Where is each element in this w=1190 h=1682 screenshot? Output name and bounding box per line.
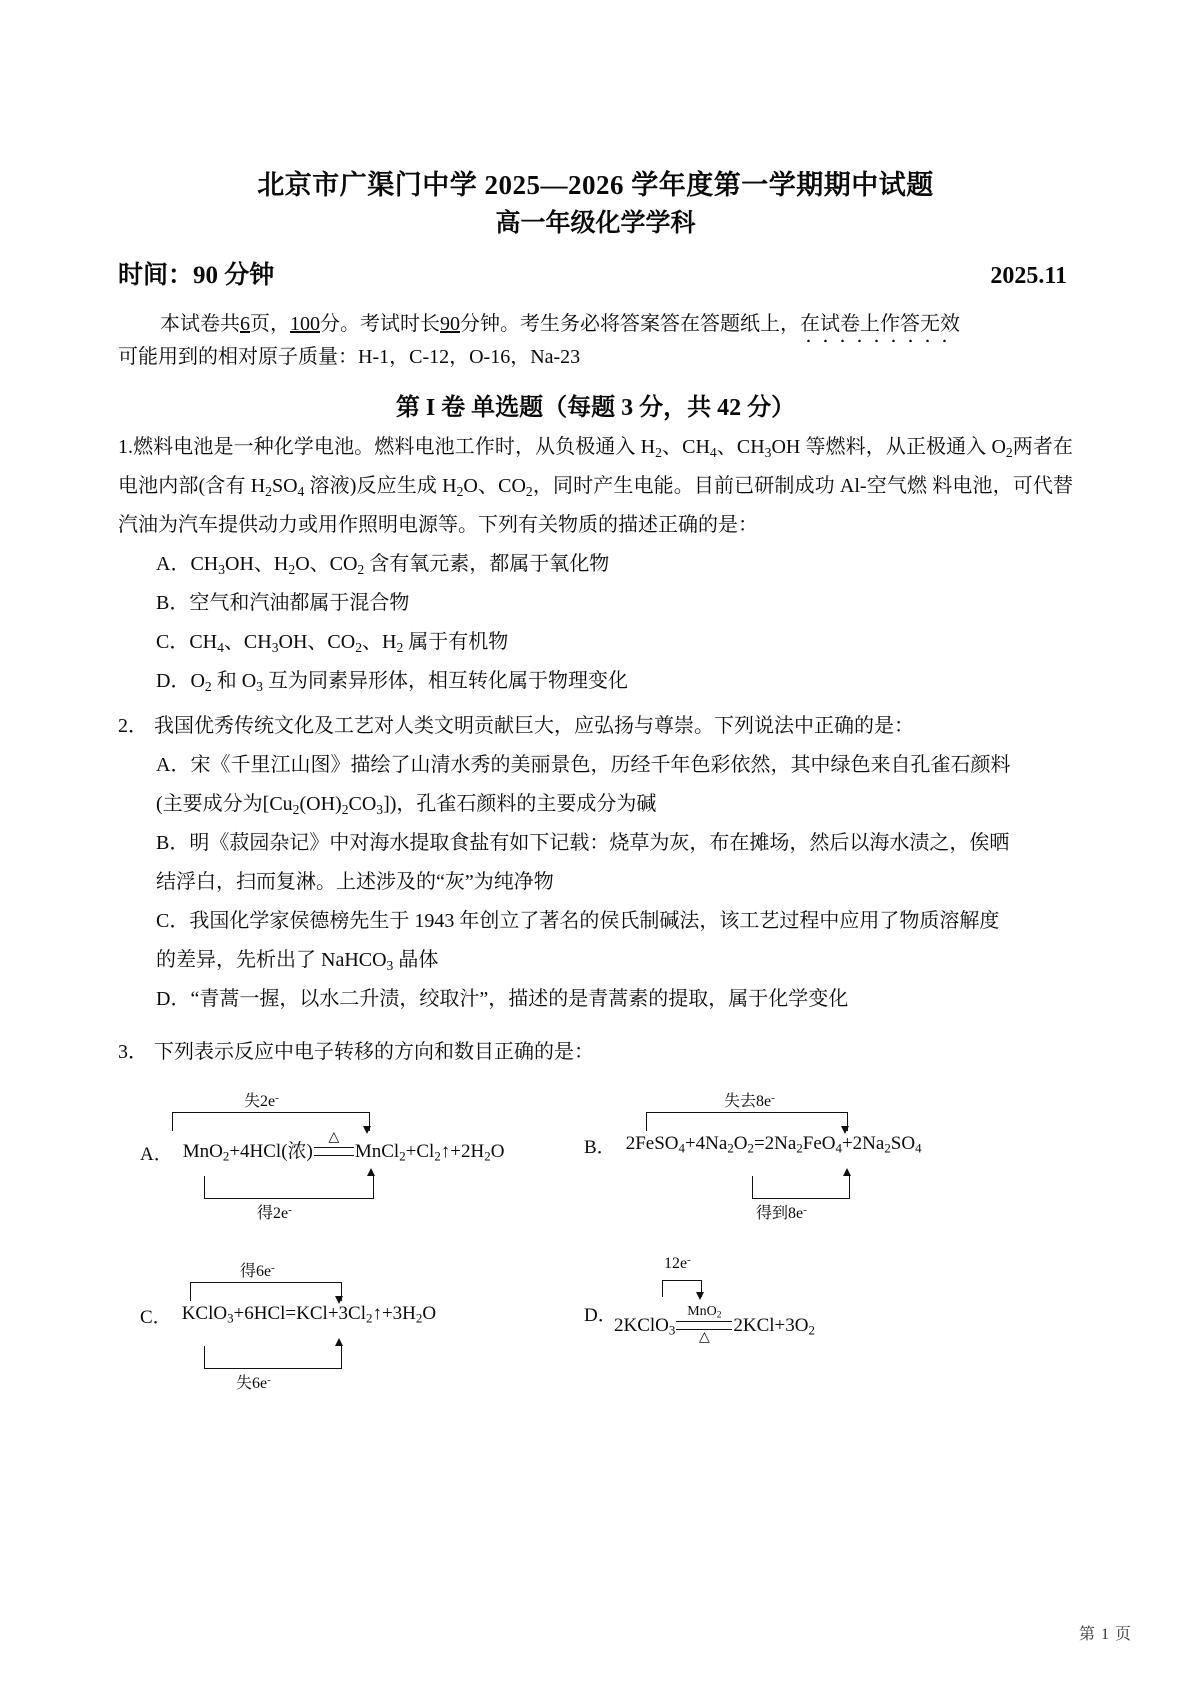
q1-stem-part-9: ，同时产生电能。目前已研制成功 Al-空气燃 — [532, 474, 928, 497]
q2-opt-a-line1: 宋《千里江山图》描绘了山清水秀的美丽景色，历经千年色彩依然，其中绿色来自孔雀石颜料 — [190, 753, 1011, 776]
q1-opt-c-t1: CH — [189, 630, 218, 653]
q1-opt-a-t2: OH、H — [225, 552, 289, 575]
eq-b-top-bracket — [646, 1112, 848, 1131]
q1-opt-c-t2: 、CH — [223, 630, 272, 653]
q2-opt-c-label: C． — [156, 909, 190, 932]
formula-cu-sub: 2 — [292, 801, 300, 817]
eq-c-equation — [140, 1302, 570, 1329]
eq-a-label: A． — [140, 1143, 173, 1165]
section-heading: 第 I 卷 单选题（每题 3 分，共 42 分） — [395, 394, 796, 421]
question-1-option-d[interactable]: D．$O_2$ 和 $O_3$ 互为同素异形体，相互转化属于物理变化 — [156, 669, 628, 694]
q2-opt-d-line1: “青蒿一握，以水二升渍，绞取汁”，描述的是青蒿素的提取，属于化学变化 — [190, 987, 849, 1010]
eq-d-condition — [676, 1305, 732, 1346]
instruction-duration-unit: 分钟。考生务必将答案答在答题纸上， — [460, 312, 800, 335]
q1-opt-c-t4: 、H — [362, 630, 397, 653]
question-1-option-c[interactable]: C．$CH_4$、$CH_3OH$、$CO_2$、$H_2$ 属于有机物 — [156, 630, 509, 655]
question-2-stem — [118, 707, 1073, 746]
q1-stem-part-6: SO — [271, 474, 298, 497]
q1-stem-part-7: 溶液)反应生成 H — [304, 474, 457, 497]
q1-opt-b-t1: 空气和汽油都属于混合物 — [189, 591, 410, 614]
eq-a-top-bracket — [172, 1112, 370, 1131]
question-3-option-d[interactable] — [570, 1253, 1054, 1347]
question-2-option-a[interactable] — [118, 746, 1073, 785]
page-title: 北京市广渠门中学 2025—2026 学年度第一学期期中试题 — [257, 170, 934, 200]
instruction-emphasis: 在试卷上作答无效 — [800, 312, 960, 335]
eq-c-bottom-label: 失6e- — [236, 1373, 271, 1392]
q1-stem-part-1: 燃料电池是一种化学电池。燃料电池工作时，从负极通入 H — [133, 435, 656, 458]
q1-stem-part-4: OH 等燃料，从正极通入 — [771, 435, 987, 458]
eq-a-bottom-bracket — [204, 1176, 374, 1199]
exam-instructions — [118, 309, 1073, 340]
question-3-option-c[interactable] — [118, 1260, 570, 1392]
instruction-pages-value: 6 — [240, 312, 250, 335]
page-subtitle: 高一年级化学学科 — [495, 209, 696, 237]
question-3 — [118, 1033, 1073, 1072]
q1-stem-part-2: 、CH — [661, 435, 710, 458]
eq-c-label: C． — [140, 1306, 172, 1328]
eq-c-top-label: 得6e- — [240, 1261, 275, 1280]
eq-b-bottom-arrow — [843, 1168, 851, 1176]
question-3-equations — [118, 1090, 1073, 1410]
question-3-option-a[interactable] — [118, 1090, 570, 1222]
eq-d-label: D． — [584, 1304, 617, 1326]
question-2-option-b[interactable] — [118, 824, 1073, 863]
eq-a-bottom-arrow — [367, 1168, 375, 1176]
question-1-option-b[interactable] — [118, 584, 1073, 623]
equation-row-2 — [118, 1253, 1073, 1410]
eq-b-top-label: 失去8e- — [724, 1091, 775, 1110]
eq-b-equation — [584, 1132, 1054, 1159]
eq-d-equation — [584, 1303, 1054, 1347]
q2-opt-a-l2-pre: (主要成分为[ — [156, 792, 270, 815]
question-2-stem-text: 我国优秀传统文化及工艺对人类文明贡献巨大，应弘扬与尊崇。下列说法中正确的是： — [154, 714, 914, 737]
q1-stem-part-5: 两者在电池内部(含有 H — [118, 435, 1073, 497]
eq-a-top-label: 失2e- — [244, 1091, 279, 1110]
question-3-number: 3． — [118, 1040, 148, 1063]
q1-opt-a-t3: O、CO — [295, 552, 358, 575]
eq-c-top-bracket — [190, 1282, 342, 1301]
question-2-option-c-line2 — [118, 941, 1073, 980]
q2-opt-b-line1: 明《菽园杂记》中对海水提取食盐有如下记载：烧草为灰，布在摊场，然后以海水渍之，俟晒 — [189, 831, 1010, 854]
formula-oh-sub: 2 — [341, 801, 349, 817]
eq-a-top-arrow — [363, 1126, 371, 1134]
question-2-option-b-line2 — [118, 863, 1073, 902]
eq-a-condition — [314, 1131, 354, 1172]
instruction-score-unit: 分。考试时长 — [320, 312, 440, 335]
exam-duration-label: 时间：90 分钟 — [118, 261, 275, 289]
eq-d-cond-heat-icon: △ — [698, 1329, 710, 1345]
formula-oh: (OH) — [299, 792, 342, 815]
eq-a-cond-heat-icon: △ — [328, 1129, 340, 1145]
eq-d-cond-catalyst: MnO$_2$ — [687, 1303, 722, 1321]
eq-a-bottom-label: 得2e- — [257, 1203, 292, 1222]
eq-d-formula: 2KClO$_3$ MnO$_2$ △ $2KCl+3O_2$ — [614, 1303, 815, 1345]
q1-opt-d-t1: O — [190, 669, 205, 692]
q1-opt-d-t3: 互为同素异形体，相互转化属于物理变化 — [262, 669, 628, 692]
eq-c-bottom-bracket — [204, 1346, 342, 1369]
question-2-number: 2． — [118, 714, 148, 737]
q2-opt-a-l2-post: ])，孔雀石颜料的主要成分为碱 — [383, 792, 657, 815]
question-1-stem: 1.燃料电池是一种化学电池。燃料电池工作时，从负极通入 $H_2$、$CH_4$、$CH_3OH$ 等燃料，从正极通入 $O_2$两者在电池内部(含有 $H_2SO_4$ 溶液)反应生成 $H_2O$、$CO_2$，同时产生电能。目前已研制成功 Al-空气燃 料电池，可代替汽油为汽车提供动力或用作照明电源等。下列有关物质的描述正确的是： — [118, 435, 1074, 536]
q1-opt-d-t2: 和 O — [211, 669, 257, 692]
nahco3-sub: 3 — [386, 957, 394, 973]
q2-opt-c-line1: 我国化学家侯德榜先生于 1943 年创立了著名的侯氏制碱法，该工艺过程中应用了物质溶解度 — [189, 909, 1000, 932]
eq-d-top-label: 12e- — [664, 1253, 691, 1272]
instruction-score-value: 100 — [290, 312, 320, 335]
eq-a-formula: MnO$_2$+4HCl(浓) △ $MnCl_2+Cl_2↑+2H_2O$ — [183, 1132, 505, 1173]
q1-opt-a-t4: 含有氧元素，都属于氧化物 — [364, 552, 610, 575]
question-3-option-b[interactable] — [570, 1090, 1054, 1222]
eq-a-equation — [140, 1129, 570, 1173]
q2-opt-a-label: A． — [156, 753, 191, 776]
question-3-stem-text: 下列表示反应中电子转移的方向和数目正确的是： — [154, 1040, 594, 1063]
formula-co: CO — [348, 792, 377, 815]
question-3-stem — [118, 1033, 1073, 1072]
q1-opt-b-label: B． — [156, 591, 190, 614]
formula-co-sub: 3 — [376, 801, 384, 817]
atomic-mass-line: 可能用到的相对原子质量：H-1，C-12，O-16，Na-23 — [118, 345, 581, 368]
q2-opt-b-l2: 结浮白，扫而复淋。上述涉及的“灰”为纯净物 — [156, 870, 554, 893]
q2-opt-d-label: D． — [156, 987, 191, 1010]
q1-opt-c-t5: 属于有机物 — [403, 630, 509, 653]
question-2-option-a-line2 — [118, 785, 1073, 824]
q2-opt-b-label: B． — [156, 831, 190, 854]
eq-b-label: B． — [584, 1136, 616, 1158]
q1-opt-c-t3: OH、CO — [278, 630, 356, 653]
page-number-footer: 第 1 页 — [1078, 1626, 1132, 1643]
q1-opt-a-label: A． — [156, 552, 191, 575]
eq-c-bottom-arrow — [335, 1338, 343, 1346]
meta-row — [118, 255, 1073, 291]
q1-stem-part-10: 料电池，可代替汽油为汽车提供动力或用作照明电源等。下列有关物质的描述正确的是： — [118, 474, 1074, 536]
q2-opt-c-l2-post: 晶体 — [393, 948, 439, 971]
equation-row-1 — [118, 1090, 1073, 1240]
eq-c-top-arrow — [335, 1296, 343, 1304]
instruction-lead: 本试卷共 — [160, 312, 240, 335]
q2-opt-c-l2-pre: 的差异，先析出了 NaHCO — [156, 948, 387, 971]
eq-d-top-arrow — [696, 1292, 704, 1300]
question-2 — [118, 707, 1073, 1019]
page-content — [118, 168, 1073, 1410]
malachite-formula — [269, 793, 383, 815]
q1-stem-part-3: 、CH — [716, 435, 765, 458]
instruction-pages-unit: 页， — [250, 312, 290, 335]
question-1-number: 1. — [118, 435, 133, 458]
eq-b-top-arrow — [841, 1126, 849, 1134]
question-1-option-a[interactable]: A．$CH_3OH$、$H_2O$、$CO_2$ 含有氧元素，都属于氧化物 — [156, 552, 610, 577]
eq-b-bottom-label: 得到8e- — [756, 1203, 807, 1222]
question-2-option-c[interactable] — [118, 902, 1073, 941]
q1-opt-d-label: D． — [156, 669, 191, 692]
q1-opt-c-label: C． — [156, 630, 190, 653]
eq-b-bottom-bracket — [752, 1176, 850, 1199]
question-1 — [118, 428, 1073, 701]
q1-stem-part-8: O、CO — [463, 474, 526, 497]
formula-cu: Cu — [269, 792, 293, 815]
q1-opt-a-t1: CH — [190, 552, 219, 575]
eq-c-formula: $KClO_3+6HCl=KCl+3Cl_2↑+3H_2O$ — [181, 1303, 437, 1326]
eq-b-formula: $2FeSO_4+4Na_2O_2=2Na_2FeO_4+2Na_2SO_4$ — [625, 1133, 922, 1156]
exam-date-label: 2025.11 — [990, 262, 1067, 289]
instruction-duration-value: 90 — [440, 312, 460, 335]
question-2-option-d[interactable] — [118, 980, 1073, 1019]
